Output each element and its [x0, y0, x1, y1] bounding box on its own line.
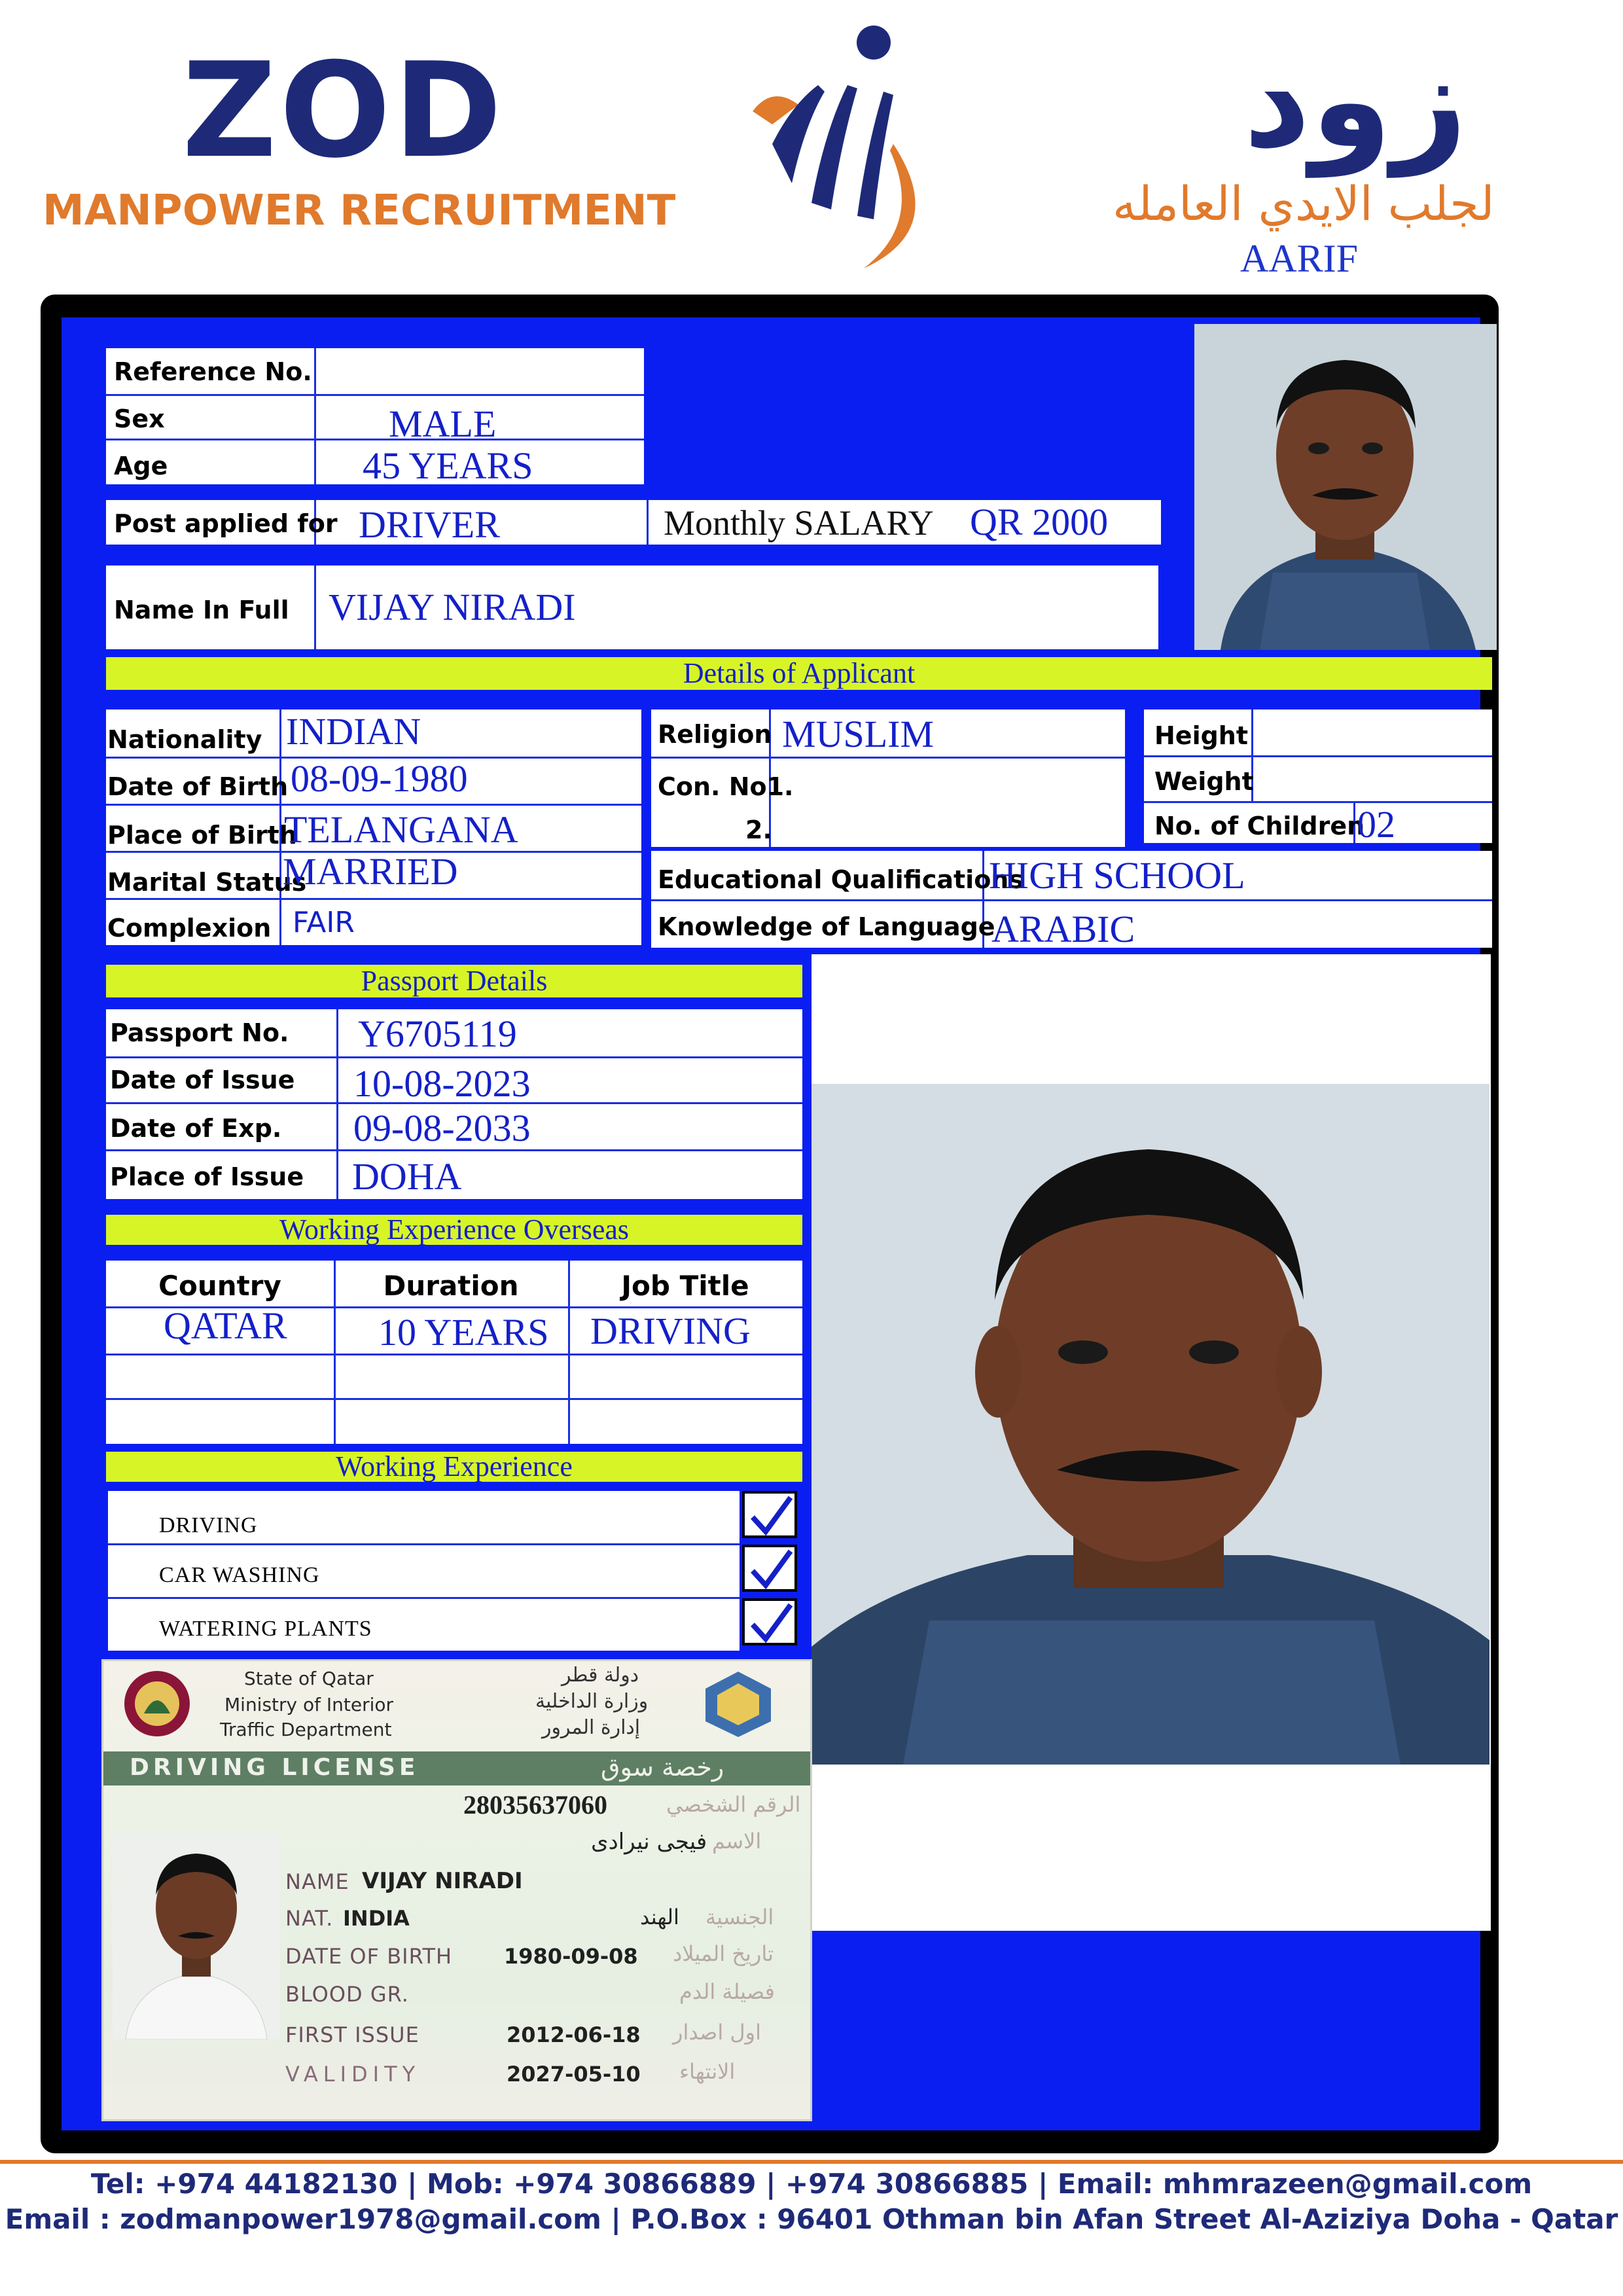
overseas-duration[interactable]: 10 YEARS [378, 1311, 549, 1354]
license-dept-en: Traffic Department [220, 1719, 392, 1740]
dob-label: Date of Birth [107, 772, 289, 801]
brand-logo-text: ZOD [182, 35, 505, 187]
driving-license-card [101, 1659, 812, 2121]
qatar-emblem-icon [118, 1668, 196, 1740]
applicant-photo-small [1194, 324, 1497, 650]
name-label: Name In Full [114, 596, 289, 624]
religion-table [651, 709, 1125, 847]
children-value[interactable]: 02 [1357, 803, 1395, 846]
license-band-en: DRIVING LICENSE [130, 1754, 419, 1781]
passport-title: Passport Details [106, 965, 802, 997]
license-first-label: FIRST ISSUE [285, 2022, 419, 2047]
experience-item: DRIVING [159, 1513, 258, 1537]
license-band-ar: رخصة سوق [601, 1753, 724, 1782]
footer-contact-line2: Email : zodmanpower1978@gmail.com | P.O.Box : 96401 Othman bin Afan Street Al-Aziziya Doha - Qatar [5, 2203, 1618, 2235]
nationality-value[interactable]: INDIAN [286, 710, 421, 753]
sex-label: Sex [114, 404, 165, 433]
experience-item: CAR WASHING [159, 1563, 320, 1587]
education-label: Educational Qualifications [658, 865, 1024, 894]
license-id-label-ar: الرقم الشخصي [666, 1792, 801, 1817]
agent-name: AARIF [1240, 237, 1359, 280]
overseas-title: Working Experience Overseas [106, 1215, 802, 1245]
issue-date-value[interactable]: 10-08-2023 [353, 1062, 531, 1105]
applicant-portrait-large-icon [812, 1084, 1489, 1765]
license-id-number: 28035637060 [463, 1790, 607, 1820]
name-value[interactable]: VIJAY NIRADI [329, 586, 576, 628]
post-row [106, 500, 1161, 545]
post-label: Post applied for [114, 509, 338, 538]
license-dob-ar: تاريخ الميلاد [673, 1941, 774, 1966]
post-value[interactable]: DRIVER [359, 503, 500, 546]
brand-subtitle: MANPOWER RECRUITMENT [43, 187, 676, 235]
license-validity-value: 2027-05-10 [507, 2062, 641, 2087]
applicant-portrait-icon [1194, 324, 1497, 650]
body-table [1144, 709, 1492, 846]
license-photo [113, 1833, 280, 2039]
passport-no-label: Passport No. [110, 1018, 289, 1047]
check-watering-plants[interactable] [742, 1598, 797, 1645]
arabic-tagline: لجلب الايدي العامله [1113, 176, 1495, 231]
check-driving[interactable] [742, 1491, 797, 1538]
license-dept-ar: إدارة المرور [542, 1716, 641, 1739]
height-label: Height [1154, 721, 1249, 750]
col-country: Country [158, 1270, 281, 1302]
check-car-washing[interactable] [742, 1545, 797, 1592]
salary-value[interactable]: QR 2000 [970, 501, 1109, 543]
sex-value[interactable]: MALE [389, 403, 497, 445]
passport-table [106, 1009, 802, 1199]
license-portrait-icon [113, 1833, 280, 2039]
dob-value[interactable]: 08-09-1980 [291, 757, 468, 800]
overseas-country[interactable]: QATAR [164, 1304, 287, 1347]
exp-date-label: Date of Exp. [110, 1114, 282, 1143]
applicant-photo-large [812, 1084, 1489, 1765]
issue-place-label: Place of Issue [110, 1162, 304, 1191]
brand-swoosh-icon [733, 13, 942, 281]
pob-value[interactable]: TELANGANA [284, 808, 518, 851]
license-validity-ar: الانتهاء [679, 2059, 736, 2084]
experience-title: Working Experience [106, 1452, 802, 1482]
complexion-value[interactable]: FAIR [293, 906, 355, 939]
marital-label: Marital Status [107, 868, 307, 897]
col-job-title: Job Title [621, 1270, 749, 1302]
license-state-ar: دولة قطر [562, 1664, 639, 1687]
license-first-value: 2012-06-18 [507, 2022, 641, 2047]
license-first-ar: اول اصدار [673, 2020, 761, 2045]
salary-label: Monthly SALARY [664, 503, 934, 543]
con1-label: Con. No1. [658, 772, 794, 801]
overseas-table [106, 1261, 802, 1444]
license-state-en: State of Qatar [244, 1668, 374, 1689]
experience-table [108, 1491, 740, 1651]
religion-value[interactable]: MUSLIM [782, 713, 935, 755]
education-table [651, 851, 1492, 948]
footer-divider [0, 2160, 1623, 2164]
marital-value[interactable]: MARRIED [283, 850, 458, 893]
checkmark-icon [749, 1602, 794, 1644]
license-name-ar: فيجى نيرادى [591, 1829, 707, 1855]
age-label: Age [114, 452, 168, 480]
details-title: Details of Applicant [106, 657, 1492, 690]
con2-label: 2. [745, 816, 772, 844]
license-blood-ar: فصيلة الدم [679, 1979, 775, 2004]
license-name-ar-label: الاسم [712, 1829, 762, 1854]
passport-no-value[interactable]: Y6705119 [358, 1013, 517, 1055]
license-nat-ar-value: الهند [640, 1905, 679, 1929]
reference-label: Reference No. [114, 357, 312, 386]
license-name-label: NAME [285, 1869, 349, 1894]
license-dob-value: 1980-09-08 [504, 1944, 638, 1969]
pob-label: Place of Birth [107, 821, 297, 850]
license-nat-value: INDIA [343, 1906, 410, 1931]
col-duration: Duration [383, 1270, 519, 1302]
religion-label: Religion [658, 720, 772, 749]
license-validity-label: VALIDITY [285, 2062, 421, 2087]
issue-place-value[interactable]: DOHA [352, 1155, 462, 1198]
exp-date-value[interactable]: 09-08-2033 [353, 1107, 531, 1149]
details-left-table [106, 709, 641, 945]
language-label: Knowledge of Language [658, 912, 995, 941]
license-ministry-ar: وزارة الداخلية [535, 1690, 649, 1713]
weight-label: Weight [1154, 767, 1254, 796]
checkmark-icon [749, 1549, 794, 1590]
experience-item: WATERING PLANTS [159, 1617, 372, 1641]
education-value[interactable]: HIGH SCHOOL [989, 854, 1245, 897]
license-nat-label: NAT. [285, 1906, 334, 1931]
language-value[interactable]: ARABIC [991, 908, 1135, 950]
complexion-label: Complexion [107, 914, 272, 942]
children-label: No. of Children [1154, 812, 1365, 840]
license-ministry-en: Ministry of Interior [224, 1694, 394, 1715]
footer-contact-line1: Tel: +974 44182130 | Mob: +974 30866889 | +974 30866885 | Email: mhmrazeen@gmail.com [90, 2168, 1533, 2200]
name-row [106, 565, 1158, 649]
license-dob-label: DATE OF BIRTH [285, 1944, 453, 1969]
age-value[interactable]: 45 YEARS [363, 444, 533, 487]
issue-date-label: Date of Issue [110, 1066, 295, 1094]
nationality-label: Nationality [107, 725, 262, 754]
license-nat-ar-label: الجنسية [705, 1905, 774, 1929]
top-info-table [106, 348, 644, 487]
license-blood-label: BLOOD GR. [285, 1982, 409, 2007]
license-name-value: VIJAY NIRADI [362, 1868, 523, 1894]
checkmark-icon [749, 1495, 794, 1537]
overseas-job[interactable]: DRIVING [590, 1310, 751, 1352]
arabic-brand: زود [1243, 25, 1468, 177]
gcc-emblem-icon [699, 1668, 777, 1740]
